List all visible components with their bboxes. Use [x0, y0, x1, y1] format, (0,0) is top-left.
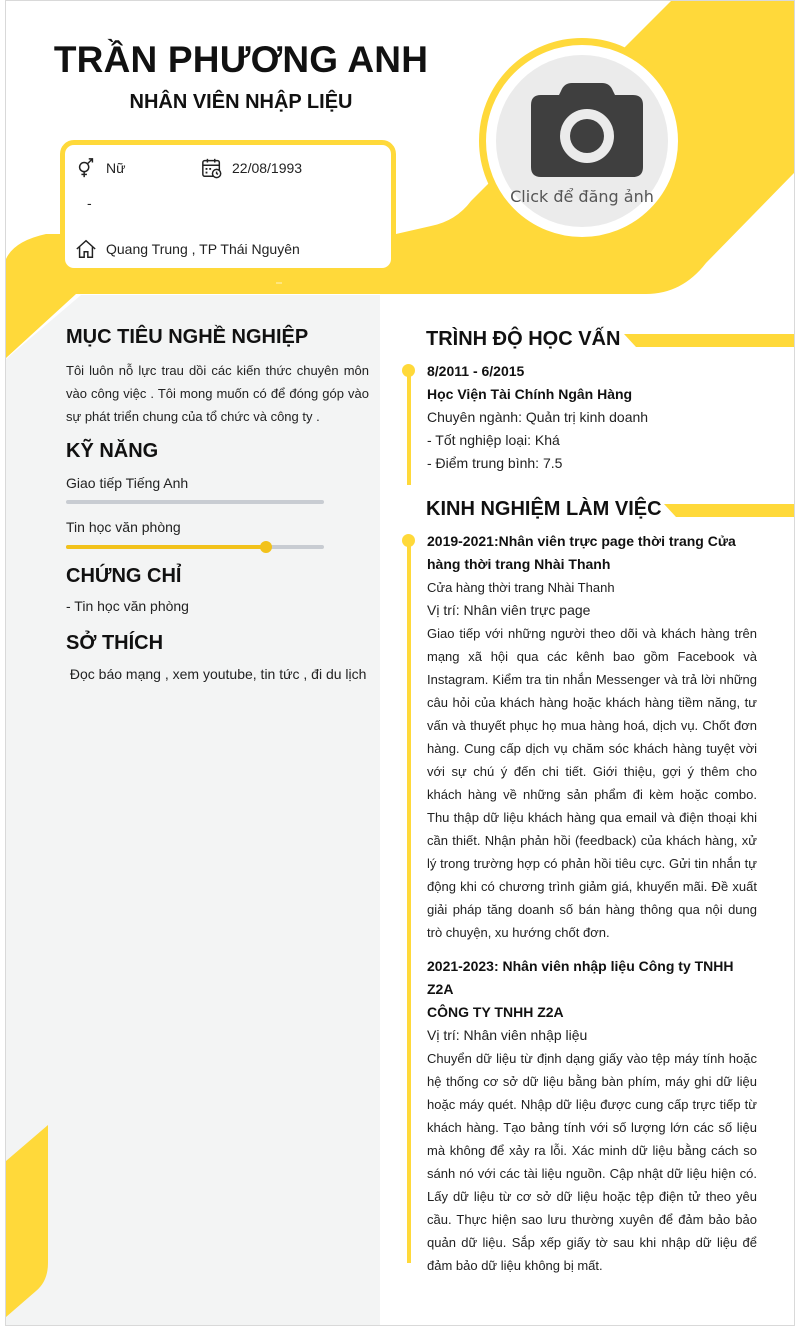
objective-text: Tôi luôn nỗ lực trau dồi các kiến thức chuyên môn vào công việc . Tôi mong muốn có để đóng góp vào sự phát triển chung của tổ chức và công ty .: [66, 363, 369, 424]
job-heading: 2019-2021:Nhân viên trực page thời trang Cửa hàng thời trang Nhài Thanh: [427, 533, 736, 572]
job-company: Cửa hàng thời trang Nhài Thanh: [427, 580, 615, 595]
candidate-job-title: NHÂN VIÊN NHẬP LIỆU: [129, 91, 353, 113]
personal-info-box: [60, 140, 396, 273]
education-title-stripes: [624, 334, 795, 347]
candidate-name: TRẦN PHƯƠNG ANH: [53, 39, 429, 80]
certificate-item: - Tin học văn phòng: [66, 598, 189, 614]
experience-title: KINH NGHIỆM LÀM VIỆC: [426, 498, 662, 520]
photo-upload-label: Click để đăng ảnh: [510, 187, 654, 206]
birthday-info: [201, 157, 302, 179]
job-description: Giao tiếp với những người theo dõi và khách hàng trên mạng xã hội qua các kênh bao gồm Facebook và Instagram. Kiểm tra tin nhắn Messenger và trả lời những câu hỏi của khách hàng hoặc khách hàng tiềm năng, tư vấn và thuyết phục họ mua hàng hoá, dịch vụ. Chốt đơn hàng. Cung cấp dịch vụ chăm sóc khách hàng tuyệt vời với sự chú ý đến chi tiết. Giới thiệu, gợi ý thêm cho khách hàng về những sản phẩm đi kèm hoặc combo. Thu thập dữ liệu khách hàng qua email và điện thoại khi cần thiết. Nhận phản hồi (feedback) của khách hàng, xử lý trong trường hợp có phản hồi tiêu cực. Gửi tin nhắn tự động khi có chương trình giảm giá, khuyến mãi. Đề xuất giải pháp tăng doanh số bán hàng thông qua nội dung trò chuyện, xu hướng chốt đơn.: [427, 626, 757, 940]
job-position: Vị trí: Nhân viên trực page: [427, 602, 591, 618]
skills-section: [66, 440, 371, 549]
education-timeline-dot: [402, 364, 415, 377]
skill-name: Giao tiếp Tiếng Anh: [66, 475, 189, 491]
hobbies-text: Đọc báo mạng , xem youtube, tin tức , đi du lịch: [66, 666, 367, 682]
photo-ring: [479, 38, 685, 244]
education-period: 8/2011 - 6/2015: [427, 363, 525, 379]
gender-value: Nữ: [106, 160, 126, 176]
birthday-value: 22/08/1993: [232, 160, 303, 176]
skill-level-fill: [66, 545, 266, 549]
hobbies-title: SỞ THÍCH: [66, 632, 164, 654]
experience-entry-2: [427, 955, 757, 1277]
skill-level-bar[interactable]: [66, 545, 324, 549]
education-major: Chuyên ngành: Quản trị kinh doanh: [427, 409, 649, 425]
home-icon: [75, 238, 97, 260]
skill-level-knob[interactable]: [260, 541, 272, 553]
experience-title-stripes: [664, 504, 795, 517]
hobbies-section: [66, 632, 371, 682]
skill-level-bar[interactable]: [66, 500, 324, 504]
education-school: Học Viện Tài Chính Ngân Hàng: [427, 386, 633, 402]
calendar-icon: [201, 157, 223, 179]
education-timeline: [407, 369, 411, 485]
phone-value: -: [87, 195, 92, 211]
cv-page: [5, 0, 795, 1326]
job-company: CÔNG TY TNHH Z2A: [427, 1004, 564, 1020]
skill-name: Tin học văn phòng: [66, 519, 181, 535]
education-title: TRÌNH ĐỘ HỌC VẤN: [426, 328, 621, 350]
certificates-title: CHỨNG CHỈ: [66, 565, 182, 587]
experience-entry-1: [427, 530, 757, 944]
photo-upload-button[interactable]: [496, 55, 668, 227]
education-entry: [427, 360, 757, 475]
camera-icon: [531, 81, 643, 179]
header-dash-marks: [276, 282, 282, 284]
education-gpa: - Điểm trung bình: 7.5: [427, 455, 563, 471]
education-grade: - Tốt nghiệp loại: Khá: [427, 432, 560, 448]
objective-section: [66, 326, 371, 428]
address-value: Quang Trung , TP Thái Nguyên: [106, 241, 300, 257]
job-description: Chuyển dữ liệu từ định dạng giấy vào tệp máy tính hoặc hệ thống cơ sở dữ liệu bằng bàn phím, máy ghi dữ liệu hoặc máy quét. Nhập dữ liệu được cung cấp trực tiếp từ khách hàng. Tạo bảng tính với số lượng lớn các số liệu mà không để xảy ra lỗi. Xác minh dữ liệu bằng cách so sánh nó với các tài liệu nguồn. Cập nhật dữ liệu hiện có. Lấy dữ liệu từ cơ sở dữ liệu hoặc tệp điện tử theo yêu cầu. Thực hiện sao lưu thường xuyên để đảm bảo bảo quản dữ liệu. Sắp xếp giấy tờ sau khi nhập dữ liệu để đảm bảo dữ liệu không bị mất.: [427, 1051, 757, 1273]
objective-title: MỤC TIÊU NGHỀ NGHIỆP: [66, 326, 309, 348]
skills-title: KỸ NĂNG: [66, 440, 159, 462]
gender-info: [75, 157, 125, 179]
job-position: Vị trí: Nhân viên nhập liệu: [427, 1027, 588, 1043]
skill-item: [66, 519, 371, 549]
job-heading: 2021-2023: Nhân viên nhập liệu Công ty TNHH Z2A: [427, 958, 734, 997]
phone-info: [87, 195, 92, 211]
skill-item: [66, 475, 371, 504]
gender-icon: [75, 157, 97, 179]
experience-timeline: [407, 539, 411, 1263]
experience-timeline-dot: [402, 534, 415, 547]
address-info: [75, 238, 300, 260]
certificates-section: [66, 565, 371, 614]
